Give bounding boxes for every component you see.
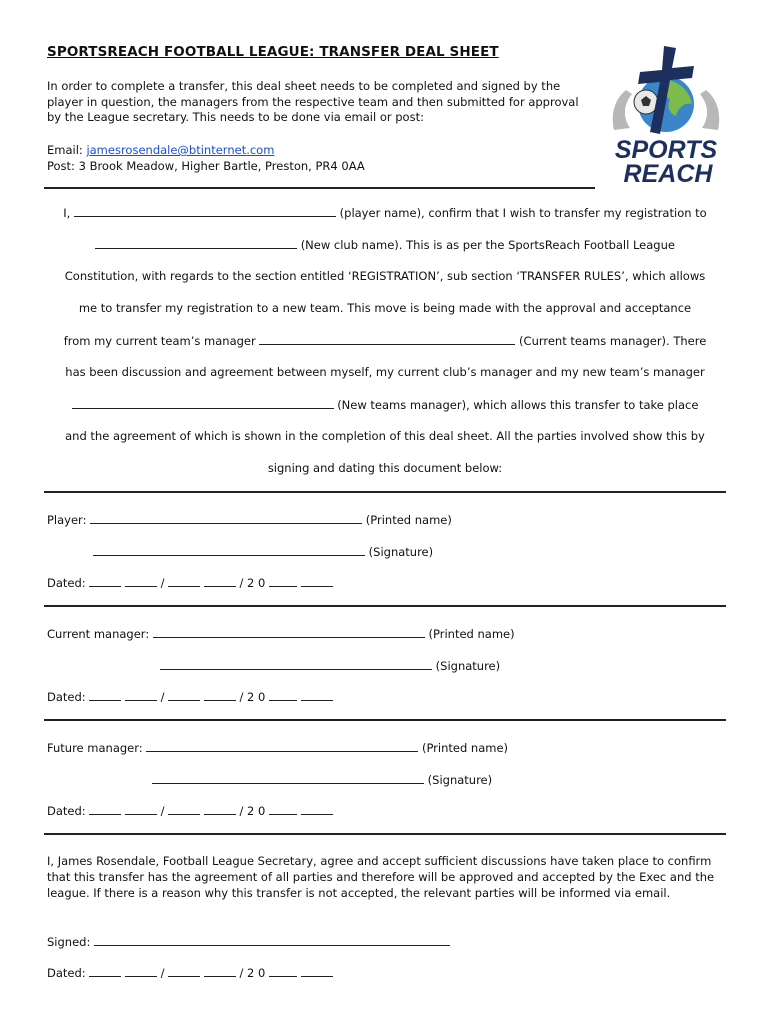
future-manager-day-blank-1[interactable] xyxy=(89,803,121,815)
player-dated-row: Dated: / / 2 0 xyxy=(47,575,333,590)
secretary-day-blank-1[interactable] xyxy=(89,965,121,977)
statement-line-5: from my current team’s manager (Current teams manager). There xyxy=(63,334,707,348)
secretary-signature-blank[interactable] xyxy=(94,934,450,946)
secretary-year-blank-2[interactable] xyxy=(301,965,333,977)
player-month-blank-2[interactable] xyxy=(204,575,236,587)
player-signature-blank[interactable] xyxy=(93,544,365,556)
future-manager-year-blank-1[interactable] xyxy=(269,803,297,815)
future-manager-dated-row: Dated: / / 2 0 xyxy=(47,803,333,818)
current-manager-signature-row: (Signature) xyxy=(160,658,500,673)
player-label: Player: xyxy=(47,513,87,527)
header-divider xyxy=(44,187,595,189)
player-name-blank[interactable] xyxy=(74,205,336,217)
future-manager-month-blank-2[interactable] xyxy=(204,803,236,815)
player-printed-row: Player: (Printed name) xyxy=(47,513,452,527)
current-manager-day-blank-2[interactable] xyxy=(125,689,157,701)
player-day-blank-1[interactable] xyxy=(89,575,121,587)
current-manager-year-blank-1[interactable] xyxy=(269,689,297,701)
secretary-month-blank-2[interactable] xyxy=(204,965,236,977)
section-divider-2 xyxy=(44,605,726,607)
statement-line-7: (New teams manager), which allows this transfer to take place xyxy=(44,397,726,412)
secretary-month-blank-1[interactable] xyxy=(168,965,200,977)
post-address: Post: 3 Brook Meadow, Higher Bartle, Preston, PR4 0AA xyxy=(47,159,365,173)
current-manager-month-blank-1[interactable] xyxy=(168,689,200,701)
secretary-year-blank-1[interactable] xyxy=(269,965,297,977)
current-manager-blank[interactable] xyxy=(259,333,515,345)
current-manager-label: Current manager: xyxy=(47,627,150,641)
statement-line-2: (New club name). This is as per the SportsReach Football League xyxy=(44,237,726,252)
current-manager-year-blank-2[interactable] xyxy=(301,689,333,701)
sportsreach-logo xyxy=(606,42,726,192)
future-manager-month-blank-1[interactable] xyxy=(168,803,200,815)
statement-line-9: signing and dating this document below: xyxy=(267,461,503,475)
player-signature-row: (Signature) xyxy=(93,544,433,559)
player-year-blank-2[interactable] xyxy=(301,575,333,587)
current-manager-printed-blank[interactable] xyxy=(153,626,425,638)
current-manager-signature-blank[interactable] xyxy=(160,658,432,670)
logo-line-2: REACH xyxy=(623,160,713,188)
future-manager-printed-blank[interactable] xyxy=(146,740,418,752)
current-manager-month-blank-2[interactable] xyxy=(204,689,236,701)
statement-line-1: I, (player name), confirm that I wish to transfer my registration to xyxy=(63,206,707,220)
section-divider-3 xyxy=(44,719,726,721)
future-manager-printed-row: Future manager: (Printed name) xyxy=(47,741,509,755)
current-manager-day-blank-1[interactable] xyxy=(89,689,121,701)
new-club-blank[interactable] xyxy=(95,237,297,249)
secretary-signed-row: Signed: xyxy=(47,934,450,949)
future-manager-day-blank-2[interactable] xyxy=(125,803,157,815)
future-manager-year-blank-2[interactable] xyxy=(301,803,333,815)
page-title: SPORTSREACH FOOTBALL LEAGUE: TRANSFER DEAL SHEET xyxy=(47,44,499,60)
current-manager-dated-row: Dated: / / 2 0 xyxy=(47,689,333,704)
new-manager-blank[interactable] xyxy=(72,397,334,409)
email-label: Email: xyxy=(47,143,83,157)
logo-line-1: SPORTS xyxy=(614,136,718,164)
player-year-blank-1[interactable] xyxy=(269,575,297,587)
section-divider-4 xyxy=(44,833,726,835)
future-manager-signature-row: (Signature) xyxy=(152,772,492,787)
player-printed-blank[interactable] xyxy=(90,512,362,524)
section-divider-1 xyxy=(44,491,726,493)
statement-line-4: me to transfer my registration to a new team. This move is being made with the approval and acceptance xyxy=(78,301,692,315)
player-day-blank-2[interactable] xyxy=(125,575,157,587)
email-link[interactable]: jamesrosendale@btinternet.com xyxy=(86,143,275,157)
statement-line-8: and the agreement of which is shown in the completion of this deal sheet. All the parties involved show this by xyxy=(65,429,705,443)
statement-line-6: has been discussion and agreement between myself, my current club’s manager and my new team’s manager xyxy=(65,365,705,379)
player-month-blank-1[interactable] xyxy=(168,575,200,587)
intro-text: In order to complete a transfer, this deal sheet needs to be completed and signed by the player in question, the managers from the respective team and then submitted for approval by the League secretary. This needs to be done via email or post: xyxy=(47,79,579,124)
future-manager-label: Future manager: xyxy=(47,741,143,755)
current-manager-printed-row: Current manager: (Printed name) xyxy=(47,627,515,641)
secretary-dated-row: Dated: / / 2 0 xyxy=(47,965,333,980)
secretary-statement: I, James Rosendale, Football League Secretary, agree and accept sufficient discussions have taken place to confirm that this transfer has the agreement of all parties and therefore will be approved and accepted by the Exec and the league. If there is a reason why this transfer is not accepted, the relevant parties will be informed via email. xyxy=(47,854,715,900)
statement-line-3: Constitution, with regards to the section entitled ‘REGISTRATION’, sub section ‘TRANSFER RULES’, which allows xyxy=(64,269,706,283)
secretary-day-blank-2[interactable] xyxy=(125,965,157,977)
future-manager-signature-blank[interactable] xyxy=(152,772,424,784)
contact-block xyxy=(47,142,365,174)
